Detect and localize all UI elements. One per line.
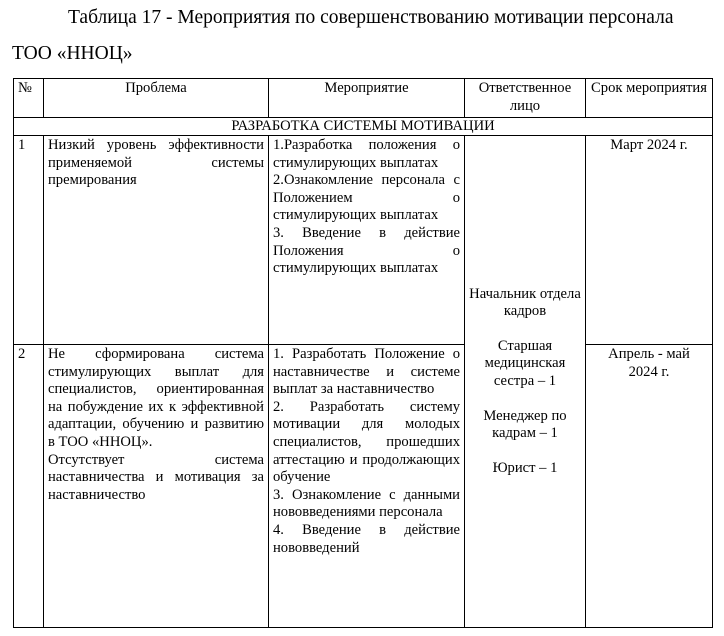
measures-table [13, 78, 713, 628]
responsible-person: Старшая медицинская сестра – 1 [484, 337, 566, 389]
section-title: РАЗРАБОТКА СИСТЕМЫ МОТИВАЦИИ [14, 118, 713, 136]
action-item: 2.Ознакомление персонала с Положением о стимулирующих выплатах [273, 172, 460, 224]
header-problem: Проблема [44, 79, 269, 118]
problem-cell [44, 345, 269, 628]
table-row [14, 136, 713, 345]
action-cell [269, 136, 465, 345]
caption-organization: ТОО «ННОЦ» [12, 43, 133, 64]
table-row [14, 345, 713, 628]
action-item: 3. Введение в действие Положения о стимулирующих выплатах [273, 224, 460, 277]
header-action: Мероприятие [269, 79, 465, 118]
term-cell: Апрель - май 2024 г. [586, 345, 713, 628]
responsible-person: Менеджер по кадрам – 1 [483, 407, 567, 442]
header-term: Срок мероприятия [586, 79, 713, 118]
row-number: 2 [14, 345, 44, 628]
action-item: 2. Разработать систему мотивации для молодых специалистов, прошедших аттестацию и продолжающих обучение [273, 398, 460, 486]
header-responsible: Ответственное лицо [465, 79, 586, 118]
responsible-cell [465, 136, 586, 628]
action-item: 3. Ознакомление с данными нововведениями персонала [273, 486, 460, 521]
term-cell: Март 2024 г. [586, 136, 713, 345]
action-item: 4. Введение в действие нововведений [273, 521, 460, 556]
problem-text: Отсутствует система наставничества и мотивация за наставничество [48, 451, 264, 503]
action-cell [269, 345, 465, 628]
section-row [14, 118, 713, 136]
responsible-person: Начальник отдела кадров [469, 285, 581, 320]
header-num: № [14, 79, 44, 118]
action-item: 1.Разработка положения о стимулирующих выплатах [273, 137, 460, 171]
problem-cell: Низкий уровень эффективности применяемой системы премирования [44, 136, 269, 345]
table-header-row [14, 79, 713, 118]
problem-text: Не сформирована система стимулирующих выплат для специалистов, ориентированная на побуждение их к эффективной адаптации, обучению и развитию в ТОО «ННОЦ». [48, 346, 264, 450]
caption-title: Таблица 17 - Мероприятия по совершенствованию мотивации персонала [68, 7, 674, 28]
responsible-person: Юрист – 1 [492, 459, 558, 476]
row-number: 1 [14, 136, 44, 345]
action-item: 1. Разработать Положение о наставничестве и системе выплат за наставничество [273, 346, 460, 398]
